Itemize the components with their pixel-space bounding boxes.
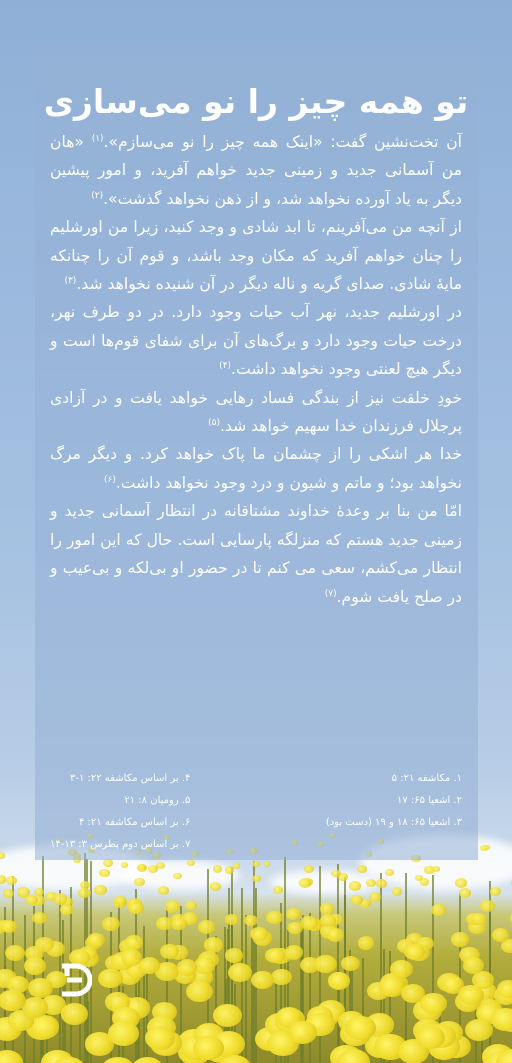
flower-bloom	[25, 895, 38, 905]
flower-bloom	[0, 852, 5, 859]
footnote: ۱. مکاشفه ۲۱: ۵	[391, 773, 462, 784]
flower-bloom	[87, 933, 105, 947]
paragraph-text: امّا من بنا بر وعدهٔ خداوند مشتاقانه در انتظار آسمانی جدید و زمینی جدید هستم که منزلگه پارسایی است. حال که این امور را انتظار می‌کشم، سعی می کنم تا در حضور او بی‌لکه و بی‌عیب و در صلح یافت شوم.	[50, 502, 462, 606]
paragraph-text: «هان من آسمانی جدید و زمینی جدید خواهم آفرید، و امور پیشین دیگر به یاد آورده نخواهد شد، و از ذهن نخواهد گذشت».	[50, 133, 462, 208]
flower-bloom	[416, 1026, 445, 1049]
flower-bloom	[345, 1016, 376, 1041]
flower-bloom	[225, 914, 239, 925]
brand-logo-icon	[56, 962, 92, 998]
flower-bloom	[128, 902, 144, 915]
flower-bloom	[210, 882, 221, 891]
flower-bloom	[121, 862, 128, 867]
flower-bloom	[194, 957, 215, 974]
footnotes	[50, 768, 462, 856]
flower-bloom	[30, 1015, 59, 1038]
flower-bloom	[5, 945, 25, 961]
flower-stem	[143, 926, 145, 1063]
flower-bloom	[385, 869, 394, 876]
flower-bloom	[288, 1021, 317, 1044]
flower-bloom	[497, 980, 512, 998]
flower-bloom	[22, 997, 48, 1018]
flower-bloom	[337, 1049, 370, 1063]
paragraph	[50, 440, 462, 497]
flower-bloom	[134, 878, 145, 887]
flower-bloom	[331, 870, 340, 877]
paragraph	[50, 298, 462, 383]
flower-bloom	[264, 861, 271, 866]
footnote: ۴. بر اساس مکاشفه ۲۲: ۱-۳	[70, 773, 191, 784]
flower-bloom	[160, 944, 179, 959]
flower-bloom	[32, 912, 47, 924]
paragraph-text: خدا هر اشکی را از چشمان ما پاک خواهد کرد. و دیگر مرگ نخواهد بود؛ و ماتم و شیون و درد وجود نخواهد داشت.	[50, 445, 462, 492]
footnotes-column-left	[50, 768, 190, 856]
flower-bloom	[251, 971, 273, 989]
flower-field	[0, 833, 512, 1063]
footnote-ref: (۷)	[324, 588, 337, 599]
paragraph	[50, 384, 462, 441]
flower-bloom	[35, 937, 54, 952]
flower-bloom	[471, 913, 486, 925]
flower-bloom	[459, 888, 471, 898]
flower-bloom	[186, 981, 212, 1002]
flower-bloom	[358, 936, 375, 949]
flower-bloom	[233, 863, 241, 869]
flower-bloom	[61, 1003, 88, 1024]
flower-bloom	[34, 888, 44, 896]
flower-bloom	[0, 875, 6, 883]
flower-bloom	[101, 1057, 135, 1063]
flower-bloom	[177, 959, 197, 975]
flower-bloom	[1, 920, 17, 932]
footnote-ref: (۴)	[219, 361, 232, 372]
flower-bloom	[108, 1021, 139, 1046]
footnote: ۶. بر اساس مکاشفه ۲۱: ۴	[78, 817, 191, 828]
flower-bloom	[187, 860, 195, 866]
footnote: ۵. رومیان ۸: ۲۱	[124, 795, 191, 806]
flower-bloom	[265, 948, 284, 963]
paragraph-text: خودِ خلقت نیز از بندگی فساد رهایی خواهد یافت و در آزادی پرجلال فرزندان خدا سهیم خواهد شد.	[50, 388, 462, 436]
footnote-ref: (۵)	[208, 417, 220, 428]
paragraph-text: آن تخت‌نشین گفت: «اینک همه چیز را نو می‌سازم».	[103, 133, 462, 151]
flower-bloom	[213, 865, 222, 872]
flower-bloom	[252, 875, 261, 882]
flower-stem	[245, 915, 247, 1063]
flower-bloom	[193, 1036, 223, 1060]
flower-bloom	[299, 878, 311, 888]
flower-bloom	[125, 935, 143, 949]
flower-bloom	[314, 955, 337, 973]
footnote-ref: (۱)	[91, 133, 104, 144]
page-title: تو همه چیز را نو می‌سازی	[43, 82, 469, 122]
flower-bloom	[320, 914, 336, 927]
flower-bloom	[392, 887, 403, 896]
flower-bloom	[273, 886, 283, 894]
flower-bloom	[480, 900, 495, 912]
flower-bloom	[376, 879, 387, 888]
paragraph	[50, 128, 462, 213]
flower-bloom	[53, 893, 67, 904]
flower-stem	[362, 958, 364, 1063]
flower-bloom	[455, 878, 467, 888]
paragraph-text: از آنچه من می‌آفرینم، تا ابد شادی و وجد کنید، زیرا من اورشلیم را چنان خواهم آفرید که مکان وجد باشد، و قوم آن را چنانکه مایهٔ شادی. صدای گریه و ناله دیگر در آن شنیده نخواهد شد.	[50, 218, 462, 294]
flower-bloom	[327, 928, 344, 942]
flower-bloom	[185, 901, 197, 910]
flower-bloom	[304, 865, 315, 873]
flower-bloom	[366, 879, 376, 887]
flower-bloom	[350, 895, 363, 905]
flower-bloom	[484, 845, 490, 850]
paragraph	[50, 213, 462, 298]
flower-bloom	[420, 878, 429, 885]
flower-stem	[146, 970, 148, 1063]
paragraph	[50, 497, 462, 611]
flower-bloom	[198, 920, 215, 934]
flower-bloom	[213, 1004, 242, 1027]
flower-bloom	[24, 957, 47, 975]
flower-bloom	[6, 876, 17, 885]
flower-bloom	[390, 960, 413, 978]
flower-bloom	[491, 1008, 512, 1031]
flower-bloom	[173, 873, 181, 880]
footnotes-column-right	[326, 768, 462, 856]
flower-bloom	[465, 1019, 493, 1041]
flower-bloom	[420, 993, 447, 1015]
flower-bloom	[0, 1050, 23, 1063]
flower-bloom	[285, 945, 303, 959]
flower-bloom	[148, 865, 158, 873]
flower-bloom	[266, 911, 283, 924]
flower-bloom	[431, 904, 446, 916]
flower-bloom	[252, 861, 259, 867]
flower-bloom	[228, 963, 252, 982]
flower-bloom	[369, 892, 380, 901]
footnote-ref: (۶)	[103, 474, 116, 485]
footnote-ref: (۳)	[64, 275, 77, 286]
flower-bloom	[357, 865, 367, 873]
paragraph-text: در اورشلیم جدید، نهر آب حیات وجود دارد. در دو طرف نهر، درخت حیات وجود دارد و برگ‌های آن برای شفای قوم‌ها است و دیگر هیچ لعنتی وجود نخواهد داشت.	[50, 303, 462, 379]
flower-bloom	[244, 915, 258, 926]
footnote-ref: (۲)	[91, 190, 104, 201]
flower-bloom	[99, 869, 109, 877]
flower-bloom	[432, 866, 441, 873]
flower-bloom	[158, 886, 170, 895]
flower-bloom	[328, 972, 350, 990]
flower-bloom	[341, 956, 360, 971]
flower-bloom	[349, 881, 361, 891]
footnote: ۷. بر اساس دوم پطرس ۳: ۱۳-۱۴	[50, 839, 191, 850]
flower-bloom	[94, 885, 106, 895]
body-text	[50, 128, 462, 611]
flower-bloom	[102, 917, 120, 931]
flower-bloom	[0, 990, 26, 1012]
flower-bloom	[139, 957, 160, 974]
footnote: ۳. اشعیا ۶۵: ۱۸ و ۱۹ (دست بود)	[325, 817, 462, 828]
flower-stem	[253, 861, 255, 1063]
flower-bloom	[451, 932, 469, 946]
footnote: ۲. اشعیا ۶۵: ۱۷	[396, 795, 462, 806]
flower-bloom	[171, 918, 187, 931]
flower-bloom	[165, 900, 180, 912]
flower-bloom	[225, 866, 234, 873]
flower-bloom	[458, 985, 483, 1005]
flower-bloom	[490, 887, 501, 896]
flower-bloom	[138, 864, 146, 870]
